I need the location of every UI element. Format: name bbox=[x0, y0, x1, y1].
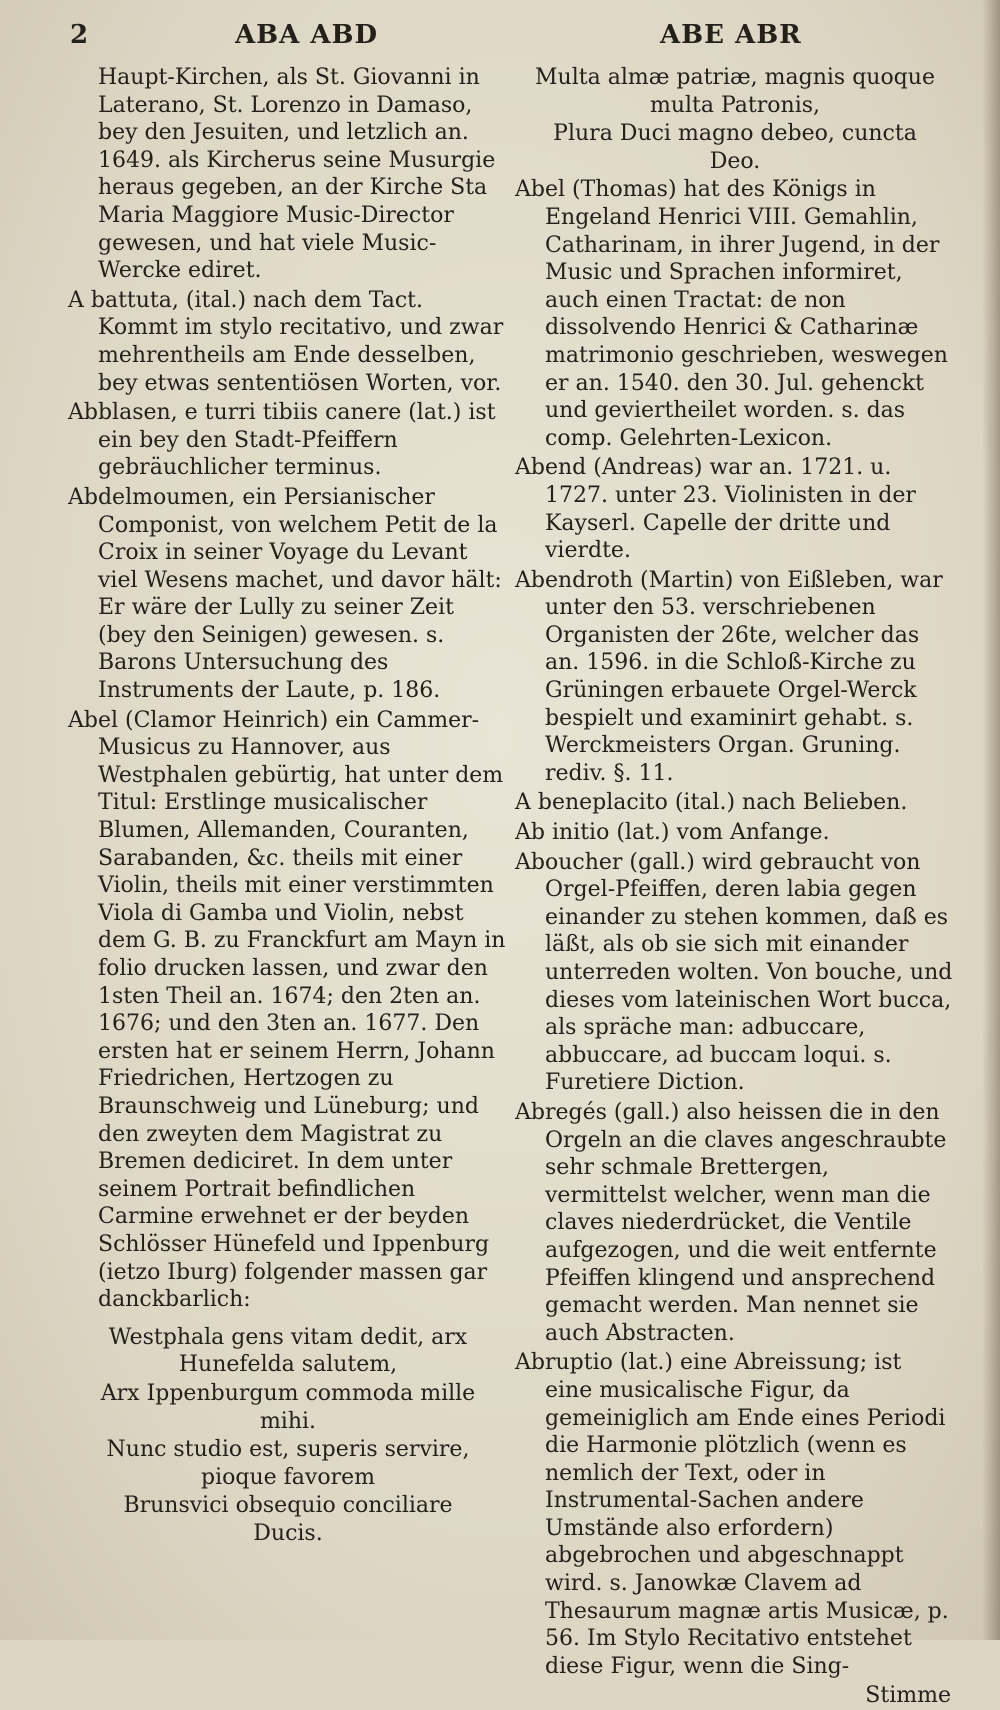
left-column bbox=[68, 64, 508, 1584]
continuation-text: Haupt-Kirchen, als St. Giovanni in Laterano, St. Lorenzo in Damaso, bey den Jesuiten, und letzlich an. 1649. als Kircherus seine Musurgie heraus gegeben, an der Kirche Sta Maria Maggiore Music-Director gewesen, und hat viele Music-Wercke ediret. bbox=[98, 65, 496, 284]
entry-abreges: Abregés (gall.) also heissen die in den Orgeln an die claves angeschraubte sehr schmale Brettergen, vermittelst welcher, wenn man die claves niederdrücket, die Ventile aufgezogen, und die weit entfernte Pfeiffen klingend und ansprechend gemacht werden. Man nennet sie auch Abstracten. bbox=[515, 1099, 947, 1346]
page-number: 2 bbox=[70, 20, 90, 50]
entry-abendroth: Abendroth (Martin) von Eißleben, war unter den 53. verschriebenen Organisten der 26te, welcher das an. 1596. in die Schloß-Kirche zu Grüningen erbauete Orgel-Werck bespielt und examinirt gehabt. s. Werckmeisters Organ. Gruning. rediv. §. 11. bbox=[515, 567, 943, 786]
page-edge-shadow bbox=[982, 0, 1000, 1640]
poem-line: Plura Duci magno debeo, cuncta Deo. bbox=[553, 121, 917, 174]
entry-a-battuta: A battuta, (ital.) nach dem Tact. Kommt im stylo recitativo, und zwar mehrentheils am Ende desselben, bey etwas sententiösen Worten, vor. bbox=[68, 287, 504, 396]
entry-aboucher: Aboucher (gall.) wird gebraucht von Orgel-Pfeiffen, deren labia gegen einander zu stehen kommen, daß es läßt, als ob sie sich mit einander unterreden wolten. Von bouche, und dieses vom lateinischen Wort bucca, als spräche man: adbuccare, abbuccare, ad buccam loqui. s. Furetiere Diction. bbox=[515, 849, 953, 1096]
running-head-left: ABA ABD bbox=[235, 20, 379, 50]
poem-line: Multa almæ patriæ, magnis quoque multa Patronis, bbox=[535, 65, 935, 118]
poem-left bbox=[68, 1324, 508, 1548]
entry-abend: Abend (Andreas) war an. 1721. u. 1727. unter 23. Violinisten in der Kayserl. Capelle der dritte und vierdte. bbox=[515, 455, 916, 564]
poem-right bbox=[515, 64, 955, 175]
poem-line: Westphala gens vitam dedit, arx Hunefelda salutem, bbox=[108, 1324, 468, 1378]
entry-abel-clamor: Abel (Clamor Heinrich) ein Cammer-Musicus zu Hannover, aus Westphalen gebürtig, hat unter dem Titul: Erstlinge musicalischer Blumen, Allemanden, Couranten, Sarabanden, &c. theils mit einer Violin, theils mit einer verstimmten Viola di Gamba und Violin, nebst dem G. B. zu Franckfurt am Mayn in folio drucken lassen, und zwar den 1sten Theil an. 1674; den 2ten an. 1676; und den 3ten an. 1677. Den ersten hat er seinem Herrn, Johann Friedrichen, Hertzogen zu Braunschweig und Lüneburg; und den zweyten dem Magistrat zu Bremen dediciret. In dem unter seinem Portrait befindlichen Carmine erwehnet er der beyden Schlösser Hünefeld und Ippenburg (ietzo Iburg) folgender massen gar danckbarlich: bbox=[68, 707, 506, 1313]
poem-line: Arx Ippenburgum commoda mille mihi. bbox=[100, 1380, 476, 1434]
poem-line: Nunc studio est, superis servire, pioque favorem bbox=[106, 1437, 470, 1490]
entry-a-beneplacito: A beneplacito (ital.) nach Belieben. bbox=[515, 790, 908, 816]
right-column bbox=[515, 64, 955, 1709]
catchword: Stimme bbox=[865, 1683, 951, 1709]
entry-ab-initio: Ab initio (lat.) vom Anfange. bbox=[515, 820, 830, 846]
entry-abruptio: Abruptio (lat.) eine Abreissung; ist eine musicalische Figur, da gemeiniglich am Ende eines Periodi die Harmonie plötzlich (wenn es nemlich der Text, oder in Instrumental-Sachen andere Umstände also erfordern) abgebrochen und abgeschnappt wird. s. Janowkæ Clavem ad Thesaurum magnæ artis Musicæ, p. 56. Im Stylo Recitativo entstehet diese Figur, wenn die Sing- bbox=[515, 1350, 949, 1679]
entry-abblasen: Abblasen, e turri tibiis canere (lat.) ist ein bey den Stadt-Pfeiffern gebräuchlicher terminus. bbox=[68, 400, 496, 481]
running-head-right: ABE ABR bbox=[660, 20, 802, 50]
poem-line: Brunsvici obsequio conciliare Ducis. bbox=[123, 1493, 453, 1546]
entry-abdelmoumen: Abdelmoumen, ein Persianischer Componist, von welchem Petit de la Croix in seiner Voyage du Levant viel Wesens machet, und davor hält: Er wäre der Lully zu seiner Zeit (bey den Seinigen) gewesen. s. Barons Untersuchung des Instruments der Laute, p. 186. bbox=[68, 484, 502, 704]
entry-abel-thomas: Abel (Thomas) hat des Königs in Engeland Henrici VIII. Gemahlin, Catharinam, in ihrer Jugend, in der Music und Sprachen informiret, auch einen Tractat: de non dissolvendo Henrici & Catharinæ matrimonio geschrieben, weswegen er an. 1540. den 30. Jul. gehenckt und geviertheilet worden. s. das comp. Gelehrten-Lexicon. bbox=[515, 177, 948, 451]
